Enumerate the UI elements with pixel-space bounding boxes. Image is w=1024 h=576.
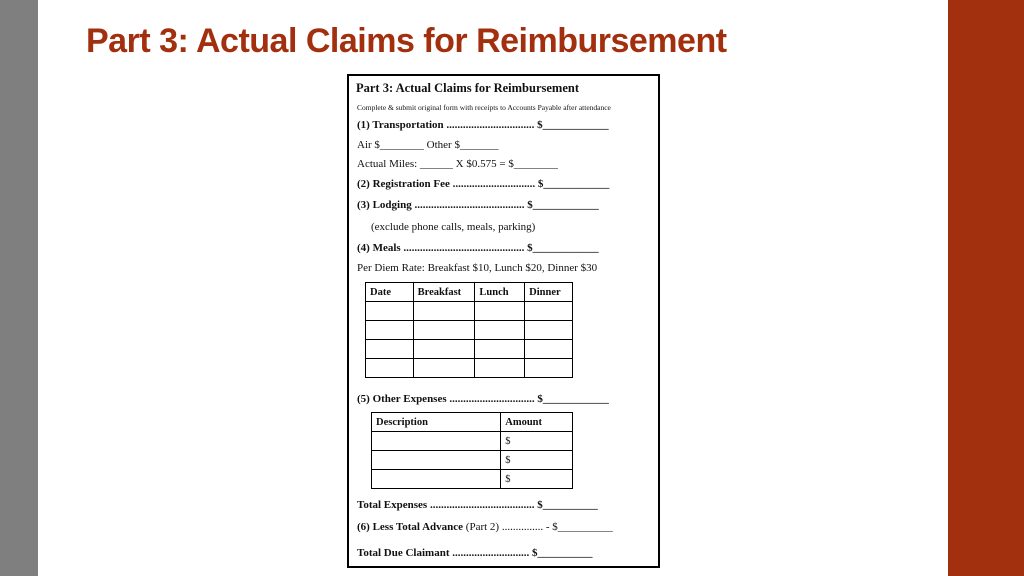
lodging-line: (3) Lodging ........................................ $____________ [357, 199, 599, 211]
table-row [366, 340, 573, 359]
table-row [366, 302, 573, 321]
meals-header-breakfast: Breakfast [413, 283, 475, 302]
table-row [372, 451, 573, 470]
table-row [366, 321, 573, 340]
table-row [372, 432, 573, 451]
other-header-amount: Amount [501, 413, 573, 432]
other-table-header [372, 413, 573, 432]
form-title: Part 3: Actual Claims for Reimbursement [356, 81, 579, 95]
actual-miles-line: Actual Miles: ______ X $0.575 = $________ [357, 158, 558, 170]
less-advance-label: (6) Less Total Advance [357, 521, 464, 533]
slide-title: Part 3: Actual Claims for Reimbursement [86, 22, 727, 60]
form-instructions: Complete & submit original form with receipts to Accounts Payable after attendance [357, 103, 611, 112]
amount-cell: $ [501, 432, 573, 451]
meals-table-header [366, 283, 573, 302]
meals-header-dinner: Dinner [525, 283, 573, 302]
reimbursement-form-image [347, 74, 660, 568]
total-due-line: Total Due Claimant ............................ $__________ [357, 547, 593, 559]
amount-cell: $ [501, 470, 573, 489]
lodging-note: (exclude phone calls, meals, parking) [371, 221, 536, 233]
per-diem-line: Per Diem Rate: Breakfast $10, Lunch $20, Dinner $30 [357, 262, 598, 274]
less-advance-rest: ............... - $__________ [499, 521, 613, 533]
meals-header-date: Date [366, 283, 414, 302]
meals-table [365, 282, 573, 378]
left-accent-bar [0, 0, 38, 576]
amount-cell: $ [501, 451, 573, 470]
other-header-description: Description [372, 413, 501, 432]
right-accent-bar [948, 0, 1024, 576]
meals-header-lunch: Lunch [475, 283, 525, 302]
less-advance-line [357, 520, 613, 534]
air-other-line: Air $________ Other $_______ [357, 139, 499, 151]
transportation-line: (1) Transportation ................................ $____________ [357, 119, 609, 131]
other-expenses-table [371, 412, 573, 489]
registration-fee-line: (2) Registration Fee .............................. $____________ [357, 178, 610, 190]
meals-line: (4) Meals ............................................ $____________ [357, 242, 599, 254]
total-expenses-line: Total Expenses ...................................... $__________ [357, 499, 598, 511]
less-advance-part: (Part 2) [463, 521, 500, 533]
table-row [366, 359, 573, 378]
other-expenses-line: (5) Other Expenses ............................... $____________ [357, 393, 609, 405]
table-row [372, 470, 573, 489]
